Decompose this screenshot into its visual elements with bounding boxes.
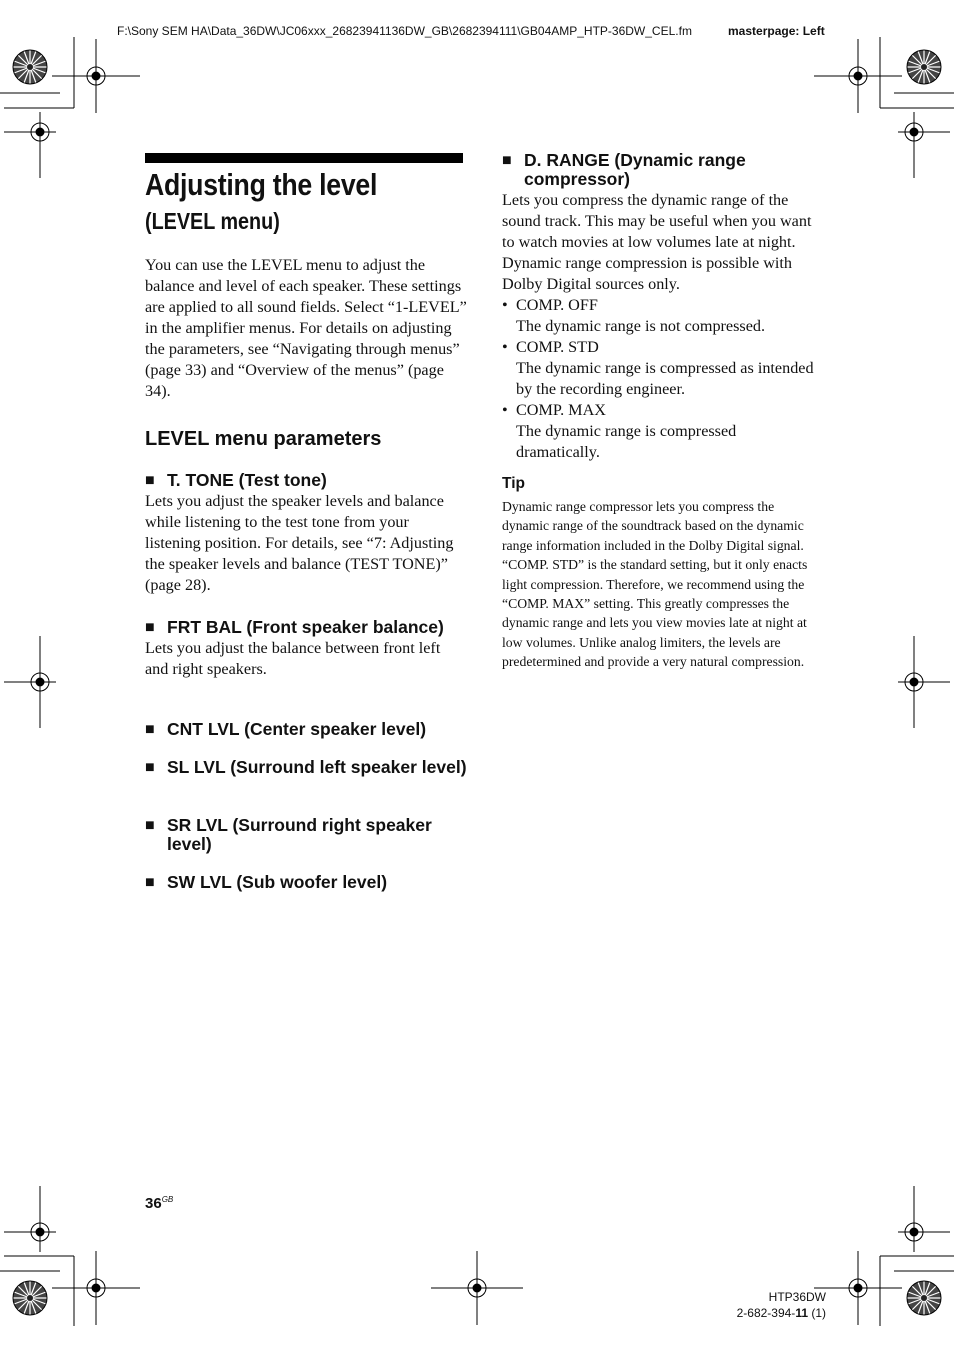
starburst-mark <box>907 50 941 84</box>
tip-label: Tip <box>502 475 525 492</box>
document-code: 2-682-394-11 (1) <box>736 1306 826 1320</box>
option-label: COMP. STD <box>516 338 599 356</box>
option-description: The dynamic range is compressed dramatically. <box>516 422 737 461</box>
square-bullet-icon: ■ <box>145 759 155 776</box>
square-bullet-icon: ■ <box>145 874 155 891</box>
square-bullet-icon: ■ <box>145 619 155 636</box>
starburst-mark <box>907 1281 941 1315</box>
item-heading: T. TONE (Test tone) <box>167 470 327 490</box>
page-title: Adjusting the level <box>145 167 378 202</box>
starburst-mark <box>13 50 47 84</box>
option-description: The dynamic range is not compressed. <box>516 317 766 335</box>
square-bullet-icon: ■ <box>502 152 512 169</box>
registration-marks <box>4 39 950 1325</box>
tip-text: Dynamic range compressor lets you compress the dynamic range of the soundtrack based on the dynamic range information included in the Dolby Digital signal. “COMP. STD” is the standard setting, but it only enacts light compression. Therefore, we recommend using the “COMP. MAX” setting. This greatly compresses the dynamic range and lets you view movies late at night at low volumes. Unlike analog limiters, the levels are predetermined and provide a very natural compression. <box>502 499 808 670</box>
masterpage-label: masterpage: Left <box>728 24 825 38</box>
option-item: • COMP. STD The dynamic range is compressed as intended by the recording engineer. <box>502 337 824 400</box>
item-heading: FRT BAL (Front speaker balance) <box>167 617 444 637</box>
item-heading: SW LVL (Sub woofer level) <box>167 872 388 892</box>
option-item: • COMP. OFF The dynamic range is not compressed. <box>502 295 824 337</box>
item-heading: SL LVL (Surround left speaker level) <box>167 757 467 777</box>
item-heading: SR LVL (Surround right speaker level) <box>167 815 432 854</box>
section-heading: LEVEL menu parameters <box>145 428 382 450</box>
option-description: The dynamic range is compressed as intended by the recording engineer. <box>516 359 814 398</box>
starburst-mark <box>13 1281 47 1315</box>
model-number: HTP36DW <box>768 1290 826 1304</box>
intro-paragraph: You can use the LEVEL menu to adjust the balance and level of each speaker. These settings are applied to all sound fields. Select “1-LEVEL” in the amplifier menus. For details on adjusting the parameters, see “Navigating through menus” (page 33) and “Overview of the menus” (page 34). <box>145 256 467 400</box>
file-path-header: F:\Sony SEM HA\Data_36DW\JC06xxx_26823941136DW_GB\2682394111\GB04AMP_HTP-36DW_CEL.fm <box>117 24 692 38</box>
option-label: COMP. OFF <box>516 296 598 314</box>
item-body: Lets you adjust the speaker levels and balance while listening to the test tone from your listening position. For details, see “7: Adjusting the speaker levels and balance (TEST TONE)” (page 28). <box>145 492 454 594</box>
option-label: COMP. MAX <box>516 401 606 419</box>
option-item: • COMP. MAX The dynamic range is compressed dramatically. <box>502 400 824 463</box>
page-subtitle: (LEVEL menu) <box>145 208 280 234</box>
square-bullet-icon: ■ <box>145 817 155 834</box>
item-body: Lets you adjust the balance between front left and right speakers. <box>145 639 441 678</box>
item-heading: D. RANGE (Dynamic range compressor) <box>524 150 746 189</box>
item-body: Lets you compress the dynamic range of the sound track. This may be useful when you want to watch movies at low volumes late at night. Dynamic range compression is possible with Dolby Digital sources only. <box>502 191 812 293</box>
page-suffix: GB <box>161 1195 174 1204</box>
square-bullet-icon: ■ <box>145 721 155 738</box>
square-bullet-icon: ■ <box>145 472 155 489</box>
page-number: $36^{GB}$ <box>145 1195 174 1212</box>
item-heading: CNT LVL (Center speaker level) <box>167 719 427 739</box>
